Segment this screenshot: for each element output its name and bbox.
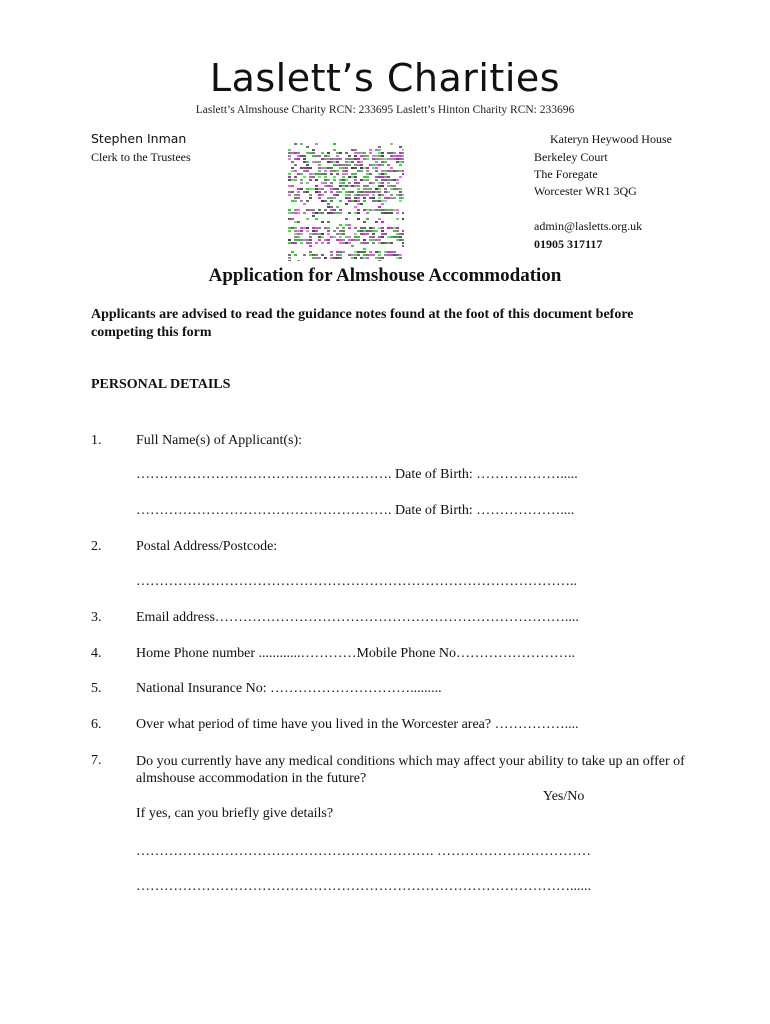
- page-title: Laslett’s Charities: [209, 56, 561, 100]
- applicant-1-name-dob-field[interactable]: ………………………………………………. Date of Birth: ……………….....: [136, 467, 578, 482]
- address-line-2: Berkeley Court: [534, 150, 608, 164]
- form-heading: Application for Almshouse Accommodation: [208, 265, 562, 286]
- worcester-residence-field[interactable]: Over what period of time have you lived in the Worcester area? ……………....: [136, 717, 579, 732]
- national-insurance-field[interactable]: National Insurance No: ………………………….........: [136, 681, 442, 696]
- yes-no-choice[interactable]: Yes/No: [543, 789, 585, 804]
- question-number: 4.: [91, 646, 102, 661]
- charity-crest-logo: [288, 143, 404, 261]
- contact-email: admin@lasletts.org.uk: [534, 219, 643, 233]
- phone-numbers-field[interactable]: Home Phone number ............…………Mobile Phone No……………………..: [136, 646, 576, 661]
- guidance-advice: Applicants are advised to read the guidance notes found at the foot of this document before competing this form: [91, 307, 634, 340]
- medical-details-prompt: If yes, can you briefly give details?: [136, 806, 334, 821]
- question-number: 1.: [91, 433, 102, 448]
- question-number: 7.: [91, 753, 102, 768]
- email-address-field[interactable]: Email address…………………………………………………………………....: [136, 610, 579, 625]
- charity-registration-numbers: Laslett’s Almshouse Charity RCN: 233695 Laslett’s Hinton Charity RCN: 233696: [195, 104, 575, 116]
- applicant-2-name-dob-field[interactable]: ………………………………………………. Date of Birth: ………………....: [136, 503, 575, 518]
- address-line-1: Kateryn Heywood House: [550, 132, 672, 146]
- address-line-3: The Foregate: [534, 167, 598, 181]
- medical-details-field[interactable]: ………………………………………………………. ……………………………: [136, 844, 591, 859]
- question-number: 2.: [91, 539, 102, 554]
- address-line-4: Worcester WR1 3QG: [534, 184, 637, 198]
- full-name-label: Full Name(s) of Applicant(s):: [136, 433, 303, 448]
- postal-address-label: Postal Address/Postcode:: [136, 539, 278, 554]
- question-number: 5.: [91, 681, 102, 696]
- question-number: 3.: [91, 610, 102, 625]
- medical-details-field[interactable]: …………………………………………………………………………………......: [136, 879, 591, 894]
- clerk-name: Stephen Inman: [91, 131, 187, 146]
- medical-conditions-question: Do you currently have any medical conditions which may affect your ability to take up an offer of almshouse accommodation in the future?: [136, 754, 685, 786]
- contact-phone: 01905 317117: [534, 237, 603, 251]
- clerk-role: Clerk to the Trustees: [91, 150, 191, 164]
- postal-address-field[interactable]: …………………………………………………………………………………..: [136, 574, 577, 589]
- question-number: 6.: [91, 717, 102, 732]
- section-heading-personal-details: PERSONAL DETAILS: [91, 377, 231, 392]
